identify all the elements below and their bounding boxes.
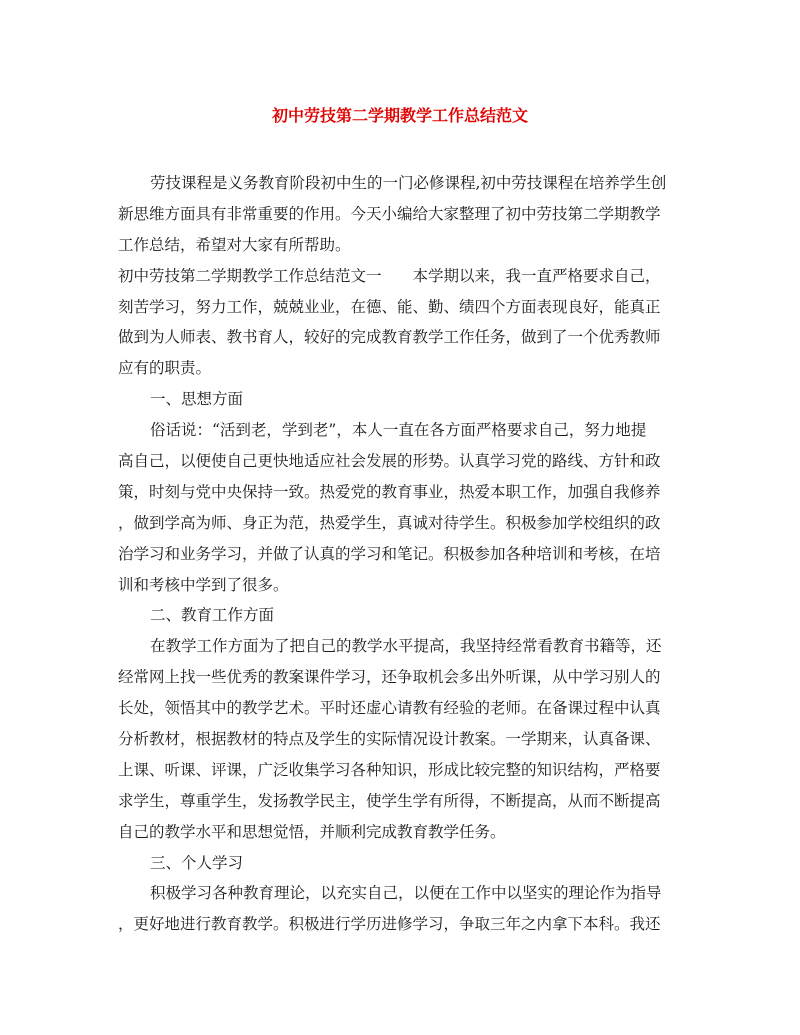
text-line: 劳技课程是义务教育阶段初中生的一门必修课程,初中劳技课程在培养学生创 bbox=[150, 174, 667, 192]
text-line: 刻苦学习，努力工作，兢兢业业，在德、能、勤、绩四个方面表现良好，能真正 bbox=[118, 297, 661, 316]
text-line: 策，时刻与党中央保持一致。热爱党的教育事业，热爱本职工作，加强自我修养 bbox=[118, 482, 661, 501]
text-line: 上课、听课、评课，广泛收集学习各种知识，形成比较完整的知识结构，严格要 bbox=[118, 760, 661, 779]
text-line: 治学习和业务学习，并做了认真的学习和笔记。积极参加各种培训和考核，在培 bbox=[118, 544, 661, 563]
text-line: 一、思想方面 bbox=[150, 390, 244, 409]
text-line: ，更好地进行教育教学。积极进行学历进修学习，争取三年之内拿下本科。我还 bbox=[118, 915, 661, 934]
text-line: 在教学工作方面为了把自己的教学水平提高，我坚持经常看教育书籍等，还 bbox=[150, 637, 662, 656]
text-line: 自己的教学水平和思想觉悟，并顺利完成教育教学任务。 bbox=[118, 822, 506, 841]
text-line: 新思维方面具有非常重要的作用。今天小编给大家整理了初中劳技第二学期教学 bbox=[118, 204, 661, 223]
text-line: 经常网上找一些优秀的教案课件学习，还争取机会多出外听课，从中学习别人的 bbox=[118, 668, 661, 687]
text-line: 长处，领悟其中的教学艺术。平时还虚心请教有经验的老师。在备课过程中认真 bbox=[118, 699, 661, 718]
text-line: 三、个人学习 bbox=[150, 853, 244, 872]
text-line: 应有的职责。 bbox=[118, 359, 212, 378]
text-line: 初中劳技第二学期教学工作总结范文一 本学期以来，我一直严格要求自己， bbox=[118, 266, 661, 285]
text-line: 高自己，以便使自己更快地适应社会发展的形势。认真学习党的路线、方针和政 bbox=[118, 452, 661, 471]
text-line: 积极学习各种教育理论，以充实自己，以便在工作中以坚实的理论作为指导 bbox=[150, 884, 662, 903]
text-line: 训和考核中学到了很多。 bbox=[118, 575, 289, 594]
text-line: 求学生，尊重学生，发扬教学民主，使学生学有所得，不断提高，从而不断提高 bbox=[118, 791, 661, 810]
document-body bbox=[118, 168, 678, 940]
text-line: 俗话说：“活到老，学到老”，本人一直在各方面严格要求自己，努力地提 bbox=[150, 421, 647, 440]
text-line: 工作总结，希望对大家有所帮助。 bbox=[118, 235, 351, 254]
text-line: 二、教育工作方面 bbox=[150, 606, 275, 625]
text-line: 做到为人师表、教书育人，较好的完成教育教学工作任务，做到了一个优秀教师 bbox=[118, 328, 661, 347]
text-line: ，做到学高为师、身正为范，热爱学生，真诚对待学生。积极参加学校组织的政 bbox=[118, 513, 661, 532]
text-line: 分析教材，根据教材的特点及学生的实际情况设计教案。一学期来，认真备课、 bbox=[118, 730, 661, 749]
document-title: 初中劳技第二学期教学工作总结范文 bbox=[271, 106, 528, 125]
